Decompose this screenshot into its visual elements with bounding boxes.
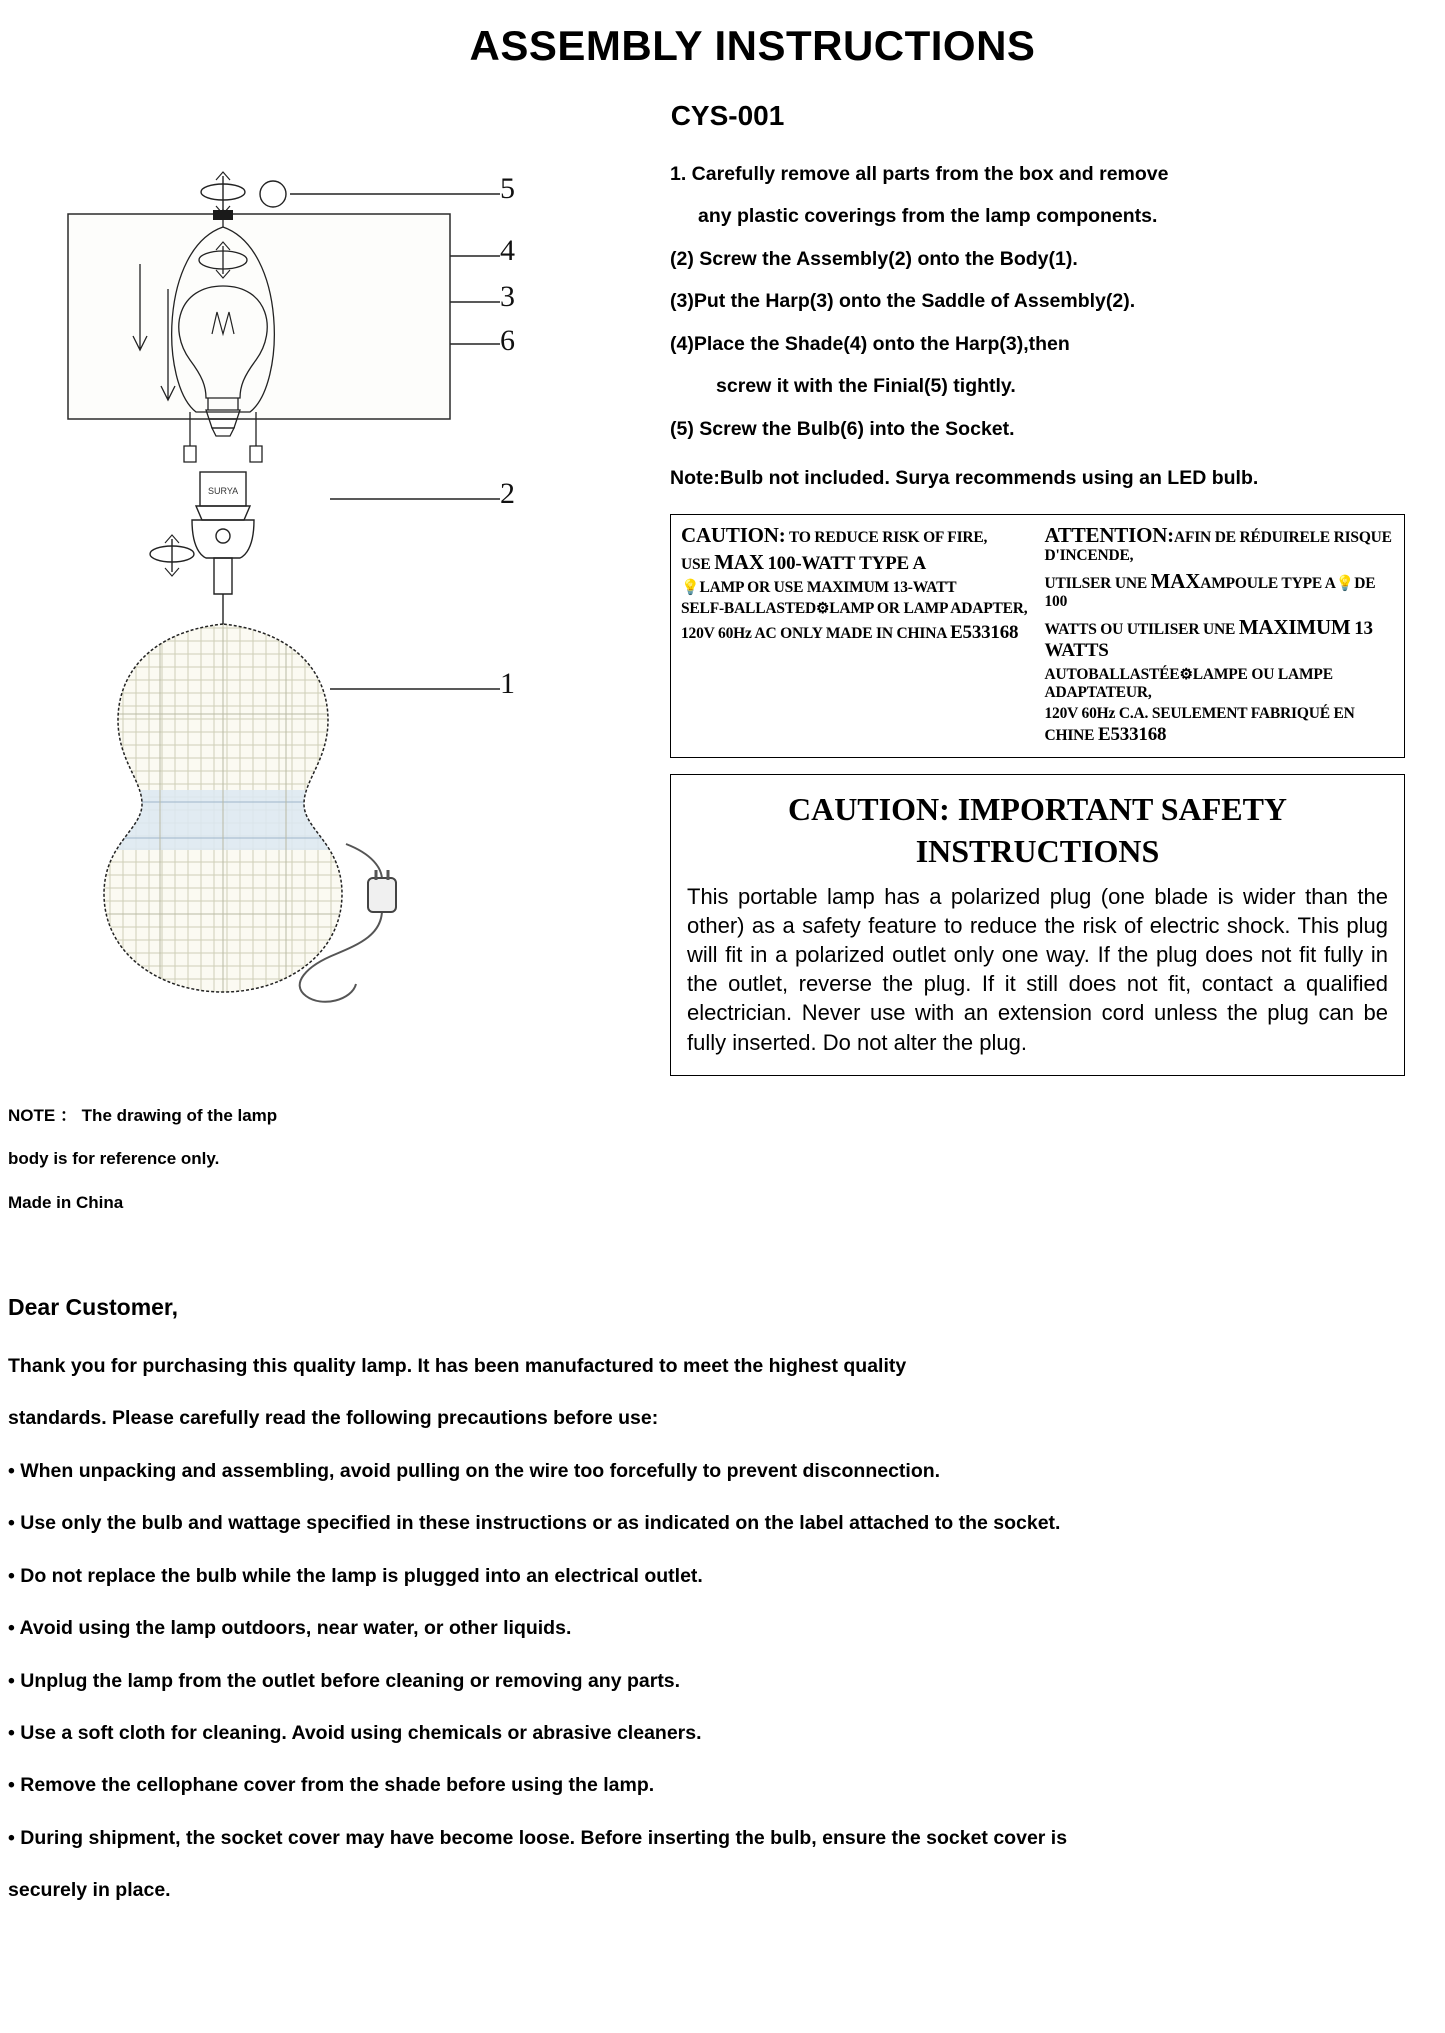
attention-line-5	[1045, 705, 1395, 746]
caution-label-english	[681, 523, 1031, 750]
safety-title-line-1: CAUTION: IMPORTANT SAFETY	[787, 791, 1288, 828]
precaution-bullet-7: • Remove the cellophane cover from the shade before using the lamp.	[8, 1774, 655, 1797]
precaution-bullet-8: • During shipment, the socket cover may have become loose. Before inserting the bulb, ensure the socket cover is	[8, 1826, 1068, 1849]
attention-maximum-fr: MAXIMUM	[1238, 614, 1351, 639]
lamp-drawing-svg	[0, 154, 660, 1104]
caution-heading-en: CAUTION:	[681, 522, 786, 547]
caution-wattage-label	[670, 514, 1405, 759]
bulb-note: Note:Bulb not included. Surya recommends using an LED bulb.	[670, 467, 1259, 490]
top-section	[0, 154, 1445, 1224]
attention-autoballastee: AUTOBALLASTÉE	[1044, 665, 1180, 683]
caution-line-5	[681, 622, 1031, 644]
safety-instructions-box	[670, 774, 1405, 1075]
attention-voltage-fr: 120V 60Hz C.A. SEULEMENT FABRIQUÉ EN CHINE	[1044, 705, 1355, 744]
callout-6: 6	[500, 324, 515, 357]
step-1-cont: any plastic coverings from the lamp components.	[698, 205, 1158, 228]
instruction-sheet-page	[0, 22, 1445, 2033]
attention-max-fr: MAX	[1150, 568, 1201, 593]
attention-watts: WATTS OU UTILISER UNE	[1044, 620, 1236, 638]
letter-intro-line-2: standards. Please carefully read the following precautions before use:	[8, 1407, 659, 1430]
caution-code-en: E533168	[950, 622, 1019, 644]
attention-13-watts: 13 WATTS	[1044, 617, 1373, 662]
step-1: 1. Carefully remove all parts from the box and remove	[670, 163, 1169, 185]
bulb-icon: 💡	[681, 579, 700, 596]
attention-de-100: DE 100	[1044, 574, 1376, 611]
safety-body-text: This portable lamp has a polarized plug (one blade is wider than the other) as a safety feature to reduce the risk of electric shock. This plug will fit in a polarized outlet only one way. If the plug does not fit fully in the outlet, reverse the plug. If it still does not fit, contact a qualified electrician. Never use with an extension cord unless the plug can be fully inserted. Do not alter the plug.	[687, 884, 1388, 1055]
callout-5: 5	[500, 172, 515, 205]
caution-line-3-text: LAMP OR USE MAXIMUM 13-WATT	[699, 578, 957, 596]
diagram-note	[0, 1094, 660, 1224]
precaution-bullet-2: • Use only the bulb and wattage specified in these instructions or as indicated on the label attached to the socket.	[8, 1512, 1061, 1535]
precaution-bullet-6: • Use a soft cloth for cleaning. Avoid using chemicals or abrasive cleaners.	[8, 1721, 702, 1744]
lamp-exploded-diagram	[0, 154, 660, 1104]
page-title: ASSEMBLY INSTRUCTIONS	[469, 22, 1036, 69]
safety-title-line-2: INSTRUCTIONS	[915, 832, 1160, 869]
attention-code-fr: E533168	[1098, 723, 1167, 745]
attention-utiliser: UTILSER UNE	[1044, 574, 1147, 592]
step-5: (5) Screw the Bulb(6) into the Socket.	[670, 417, 1015, 440]
precaution-bullet-5: • Unplug the lamp from the outlet before cleaning or removing any parts.	[8, 1669, 681, 1692]
model-number: CYS-001	[670, 100, 785, 131]
attention-line-1	[1045, 523, 1395, 566]
attention-ampoule: AMPOULE TYPE A	[1200, 574, 1336, 592]
caution-line-3	[681, 579, 1031, 598]
attention-line-4	[1045, 666, 1395, 703]
attention-line-2	[1045, 569, 1395, 612]
caution-line-4	[681, 600, 1031, 619]
safety-title	[687, 789, 1388, 872]
callout-3: 3	[500, 280, 515, 313]
caution-line-2	[681, 550, 1031, 575]
bulb-icon-fr: 💡	[1335, 575, 1355, 592]
letter-intro-line-1: Thank you for purchasing this quality lamp. It has been manufactured to meet the highest quality	[8, 1355, 907, 1378]
caution-self-ballasted: SELF-BALLASTED	[681, 600, 817, 618]
callout-1: 1	[500, 667, 515, 700]
attention-line-3	[1045, 615, 1395, 663]
precaution-bullet-1: • When unpacking and assembling, avoid pulling on the wire too forcefully to prevent disconnection.	[8, 1459, 941, 1482]
callout-4: 4	[500, 234, 515, 267]
step-4: (4)Place the Shade(4) onto the Harp(3),then	[670, 332, 1070, 355]
step-4-cont: screw it with the Finial(5) tightly.	[716, 375, 1016, 398]
attention-heading-fr: ATTENTION:	[1044, 522, 1174, 547]
caution-label-french	[1045, 523, 1395, 750]
precaution-bullet-3: • Do not replace the bulb while the lamp is plugged into an electrical outlet.	[8, 1564, 703, 1587]
made-in-china: Made in China	[8, 1192, 124, 1212]
diagram-note-line-2: body is for reference only.	[8, 1149, 220, 1169]
lamp-icon-fr: ⚙	[1179, 666, 1193, 683]
diagram-note-line-1: NOTE ： The drawing of the lamp	[8, 1106, 278, 1125]
customer-letter	[0, 1294, 1445, 1972]
precaution-bullet-8-cont: securely in place.	[8, 1879, 171, 1902]
diagram-column	[0, 154, 660, 1224]
callout-2: 2	[500, 477, 515, 510]
step-3: (3)Put the Harp(3) onto the Saddle of Assembly(2).	[670, 290, 1136, 313]
caution-line-1-rest: TO REDUCE RISK OF FIRE,	[788, 528, 988, 546]
caution-max-en: MAX	[714, 550, 764, 575]
instructions-column	[660, 154, 1445, 1076]
caution-use: USE	[681, 556, 711, 574]
caution-line-4-rest: LAMP OR LAMP ADAPTER,	[829, 600, 1028, 618]
letter-greeting: Dear Customer,	[8, 1294, 179, 1321]
svg-text:SURYA: SURYA	[208, 486, 239, 496]
precaution-bullet-4: • Avoid using the lamp outdoors, near water, or other liquids.	[8, 1617, 572, 1640]
attention-line-1-rest: AFIN DE RÉDUIRELE RISQUE D'INCENDE,	[1044, 528, 1392, 565]
assembly-steps	[670, 164, 1405, 492]
lamp-icon: ⚙	[816, 601, 830, 618]
attention-line-4-rest: LAMPE OU LAMPE ADAPTATEUR,	[1044, 665, 1333, 702]
caution-voltage-en: 120V 60Hz AC ONLY MADE IN CHINA	[681, 625, 947, 643]
caution-line-1	[681, 523, 1031, 548]
caution-watt-en: 100-WATT TYPE A	[767, 553, 927, 575]
step-2: (2) Screw the Assembly(2) onto the Body(1).	[670, 247, 1078, 270]
